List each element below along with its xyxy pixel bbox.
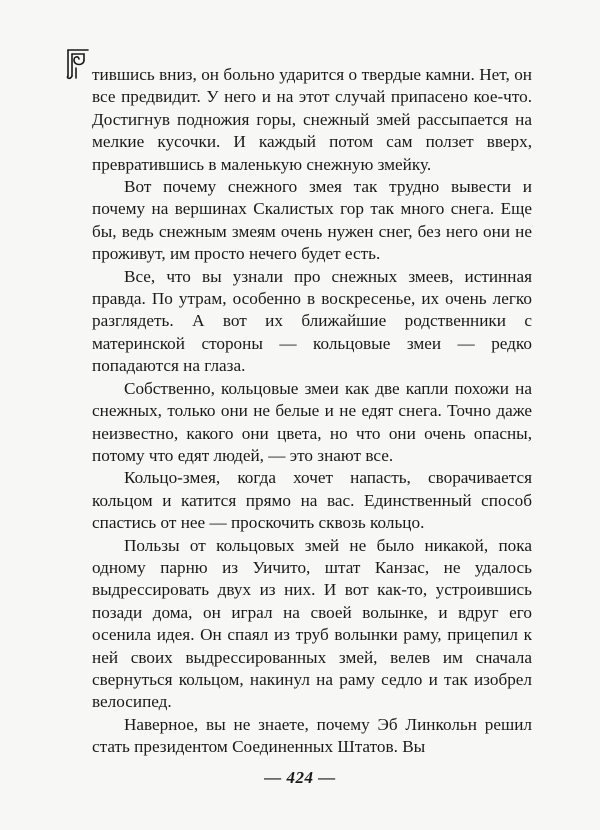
paragraph: Наверное, вы не знаете, почему Эб Линкольн решил стать президентом Соединенных Штатов. Вы <box>92 714 532 757</box>
paragraph: Собственно, кольцовые змеи как две капли похожи на снежных, только они не белые и не едят снега. Точно даже неизвестно, какого они цвета, но что они очень опасны, потому что едят людей, — это знают все. <box>92 378 532 465</box>
scroll-ornament-icon <box>64 46 92 80</box>
paragraph: Вот почему снежного змея так трудно вывести и почему на вершинах Скалистых гор так много снега. Еще бы, ведь снежным змеям очень нужен снег, без него они не проживут, им просто нечего будет есть. <box>92 177 532 264</box>
article-text <box>92 64 532 759</box>
paragraph: Кольцо-змея, когда хочет напасть, сворачивается кольцом и катится прямо на вас. Единственный способ спастись от нее — проскочить сквозь кольцо. <box>92 468 532 533</box>
paragraph: Пользы от кольцовых змей не было никакой, пока одному парню из Уичито, штат Канзас, не удалось выдрессировать двух из них. И вот как-то, устроившись позади дома, он играл на своей волынке, и вдруг его осенила идея. Он спаял из труб волынки раму, прицепил к ней своих выдрессированных змей, велев им сначала свернуться кольцом, накинул на раму седло и так изобрел велосипед. <box>92 535 532 712</box>
paragraph: Все, что вы узнали про снежных змеев, истинная правда. По утрам, особенно в воскресенье, их очень легко разглядеть. А вот их ближайшие родственники с материнской стороны — кольцовые змеи — редко попадаются на глаза. <box>92 266 532 376</box>
paragraph: тившись вниз, он больно ударится о твердые камни. Нет, он все предвидит. У него и на этот случай припасено кое-что. Достигнув подножия горы, снежный змей рассыпается на мелкие кусочки. И каждый потом сам ползет вверх, превратившись в маленькую снежную змейку. <box>92 65 532 174</box>
page-number: — 424 — <box>264 768 336 787</box>
